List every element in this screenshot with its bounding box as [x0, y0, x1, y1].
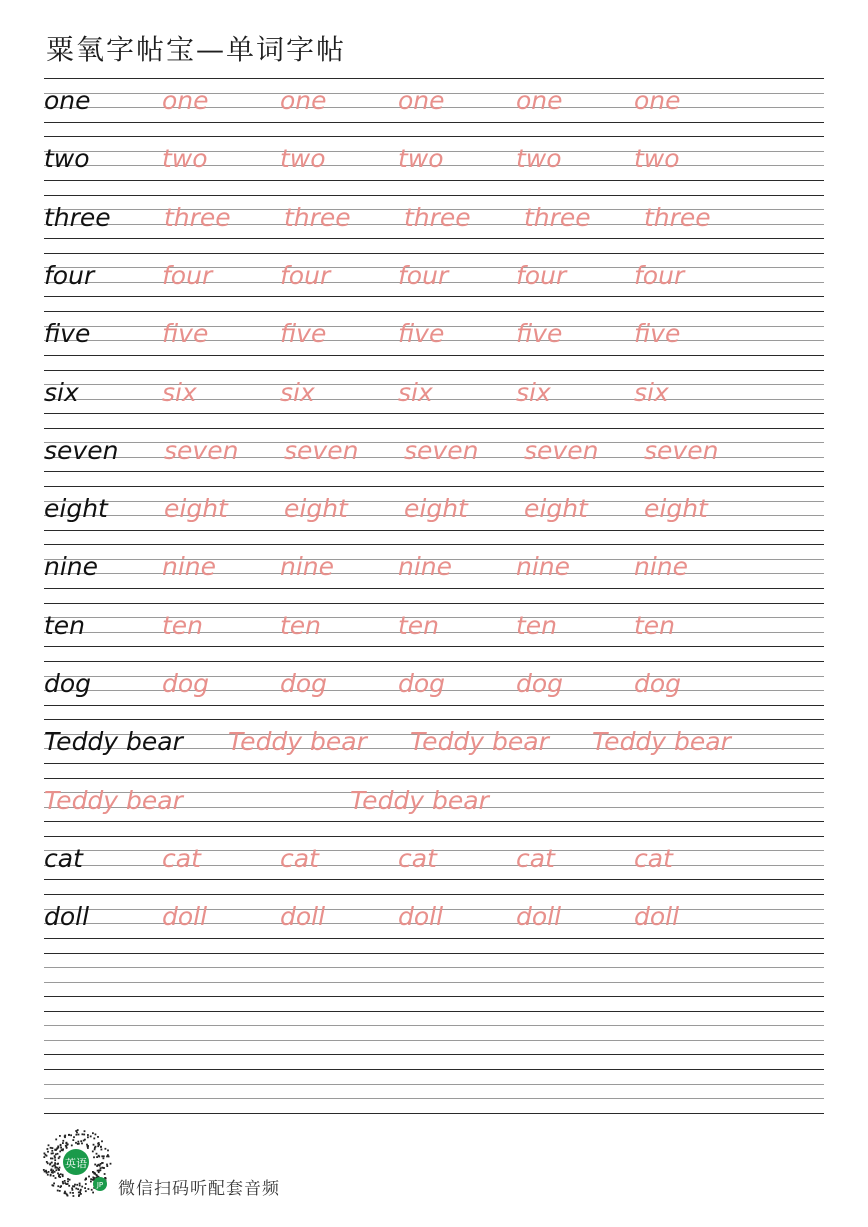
qr-module	[97, 1170, 99, 1172]
trace-word: five	[162, 319, 209, 349]
qr-module	[92, 1151, 94, 1153]
qr-center-label: 英语	[65, 1157, 87, 1170]
trace-word: cat	[162, 843, 201, 873]
ruled-line	[44, 1069, 824, 1070]
qr-module	[108, 1156, 110, 1158]
qr-module	[82, 1133, 84, 1135]
ruled-line	[44, 544, 824, 545]
trace-word: nine	[280, 552, 335, 582]
ruled-line	[44, 311, 824, 312]
qr-module	[78, 1143, 80, 1145]
ruled-line	[44, 136, 824, 137]
model-word: ten	[44, 610, 86, 640]
qr-module	[54, 1159, 56, 1161]
qr-module	[50, 1163, 52, 1165]
model-word: three	[44, 202, 111, 232]
ruled-line	[44, 719, 824, 720]
trace-word: four	[398, 260, 449, 290]
qr-module	[98, 1169, 100, 1171]
qr-module	[59, 1167, 61, 1169]
trace-word: cat	[516, 843, 555, 873]
model-word: seven	[44, 435, 119, 465]
qr-module	[81, 1186, 83, 1188]
qr-module	[54, 1149, 56, 1151]
qr-module	[80, 1189, 82, 1191]
qr-module	[73, 1195, 75, 1197]
model-word: dog	[44, 669, 92, 698]
qr-module	[57, 1163, 59, 1165]
trace-word: eight	[644, 494, 708, 524]
qr-module	[62, 1142, 64, 1144]
ruled-line	[44, 428, 824, 429]
trace-word: four	[280, 260, 331, 290]
trace-word: eight	[284, 494, 348, 524]
trace-word: seven	[404, 435, 479, 465]
qr-module	[106, 1164, 108, 1166]
ruled-line	[44, 661, 824, 662]
qr-module	[76, 1134, 78, 1136]
trace-word: Teddy bear	[410, 727, 549, 757]
trace-word: nine	[516, 552, 571, 582]
trace-word: cat	[280, 843, 319, 873]
qr-module	[97, 1164, 99, 1166]
qr-module	[92, 1179, 94, 1181]
trace-word: eight	[404, 494, 468, 524]
qr-module	[54, 1171, 56, 1173]
qr-module	[53, 1175, 55, 1177]
qr-module	[56, 1169, 58, 1171]
trace-word: dog	[398, 669, 446, 698]
trace-word: nine	[398, 552, 453, 582]
qr-module	[98, 1171, 100, 1173]
ruled-line	[44, 763, 824, 764]
qr-module	[90, 1181, 92, 1183]
qr-module	[93, 1156, 95, 1158]
qr-module	[77, 1141, 79, 1143]
ruled-line	[44, 982, 824, 983]
trace-word: doll	[162, 902, 208, 932]
qr-module	[48, 1171, 50, 1173]
qr-module	[52, 1165, 54, 1167]
ruled-line	[44, 413, 824, 414]
ruled-line	[44, 471, 824, 472]
qr-module	[74, 1184, 76, 1186]
qr-module	[60, 1147, 62, 1149]
ruled-line	[44, 1113, 824, 1114]
model-word: six	[44, 377, 79, 407]
qr-module	[68, 1134, 70, 1136]
qr-module	[86, 1144, 88, 1146]
model-word: Teddy bear	[44, 727, 183, 757]
ruled-line	[44, 588, 824, 589]
trace-word: one	[516, 86, 563, 115]
ruled-line	[44, 894, 824, 895]
qr-module	[51, 1171, 53, 1173]
qr-module	[94, 1149, 96, 1151]
qr-module	[60, 1186, 62, 1188]
qr-module	[94, 1172, 96, 1174]
ruled-line	[44, 646, 824, 647]
qr-module	[87, 1146, 89, 1148]
trace-word: cat	[634, 843, 673, 873]
qr-module	[88, 1188, 90, 1190]
ruled-line	[44, 122, 824, 123]
qr-module	[94, 1177, 96, 1179]
qr-module	[48, 1144, 50, 1146]
qr-module	[69, 1179, 71, 1181]
qr-module	[56, 1167, 58, 1169]
qr-module	[57, 1190, 59, 1192]
qr-module	[75, 1142, 77, 1144]
qr-module	[103, 1167, 105, 1169]
trace-word: seven	[524, 435, 599, 465]
trace-word: dog	[634, 669, 682, 698]
qr-module	[87, 1136, 89, 1138]
ruled-line	[44, 486, 824, 487]
qr-module	[55, 1167, 57, 1169]
ruled-line	[44, 180, 824, 181]
qr-module	[53, 1165, 55, 1167]
trace-word: five	[634, 319, 681, 349]
qr-module	[67, 1178, 69, 1180]
model-word: eight	[44, 494, 108, 524]
qr-module	[84, 1130, 86, 1132]
ruled-line	[44, 996, 824, 997]
qr-module	[47, 1151, 49, 1153]
trace-word: ten	[634, 610, 676, 640]
qr-module	[55, 1153, 57, 1155]
qr-module	[62, 1183, 64, 1185]
qr-module	[93, 1144, 95, 1146]
qr-module	[83, 1134, 85, 1136]
ruled-line	[44, 530, 824, 531]
qr-module	[55, 1177, 57, 1179]
ruled-line	[44, 253, 824, 254]
qr-module	[103, 1155, 105, 1157]
qr-module	[55, 1139, 57, 1141]
qr-module	[50, 1175, 52, 1177]
ruled-line	[44, 370, 824, 371]
qr-module	[60, 1144, 62, 1146]
qr-module	[100, 1167, 102, 1169]
ruled-line	[44, 1011, 824, 1012]
qr-module	[59, 1190, 61, 1192]
qr-module	[67, 1143, 69, 1145]
qr-badge: JP	[96, 1181, 104, 1189]
page-title: 粟氧字帖宝—单词字帖	[46, 33, 347, 66]
ruled-line	[44, 384, 824, 385]
trace-word: two	[162, 144, 208, 174]
qr-module	[80, 1140, 82, 1142]
trace-word: one	[162, 86, 209, 115]
trace-word: doll	[634, 902, 680, 932]
qr-module	[106, 1165, 108, 1167]
qr-module	[67, 1195, 69, 1197]
qr-module	[76, 1184, 78, 1186]
qr-module	[58, 1169, 60, 1171]
qr-module	[77, 1188, 79, 1190]
qr-module	[88, 1176, 90, 1178]
qr-module	[72, 1192, 74, 1194]
qr-module	[64, 1192, 66, 1194]
ruled-line	[44, 1084, 824, 1085]
ruled-line	[44, 1025, 824, 1026]
qr-module	[104, 1173, 106, 1175]
qr-module	[57, 1153, 59, 1155]
qr-module	[65, 1145, 67, 1147]
qr-module	[68, 1185, 70, 1187]
model-word: four	[44, 260, 95, 290]
ruled-line	[44, 705, 824, 706]
ruled-line	[44, 836, 824, 837]
ruled-line	[44, 195, 824, 196]
trace-word: four	[516, 260, 567, 290]
qr-module	[106, 1156, 108, 1158]
qr-module	[75, 1130, 77, 1132]
model-word: two	[44, 144, 90, 174]
qr-module	[62, 1140, 64, 1142]
qr-module	[72, 1189, 74, 1191]
qr-module	[95, 1134, 97, 1136]
qr-module	[60, 1173, 62, 1175]
qr-module	[72, 1185, 74, 1187]
footer	[42, 1128, 462, 1198]
qr-module	[104, 1177, 106, 1179]
qr-module	[97, 1143, 99, 1145]
trace-word: five	[516, 319, 563, 349]
model-word: one	[44, 86, 91, 115]
trace-word: cat	[398, 843, 437, 873]
qr-module	[52, 1147, 54, 1149]
qr-module	[101, 1149, 103, 1151]
trace-word: Teddy bear	[350, 785, 489, 815]
ruled-line	[44, 879, 824, 880]
trace-word: two	[634, 144, 680, 174]
qr-module	[54, 1162, 56, 1164]
qr-module	[79, 1185, 81, 1187]
trace-word: two	[516, 144, 562, 174]
trace-word: three	[164, 202, 231, 232]
qr-module	[75, 1188, 77, 1190]
qr-module	[81, 1143, 83, 1145]
trace-word: five	[280, 319, 327, 349]
ruled-line	[44, 821, 824, 822]
ruled-line	[44, 778, 824, 779]
qr-module	[67, 1183, 69, 1185]
qr-module	[50, 1158, 52, 1160]
qr-module	[85, 1190, 87, 1192]
qr-module	[43, 1156, 45, 1158]
trace-word: nine	[162, 552, 217, 582]
qr-module	[62, 1181, 64, 1183]
trace-word: dog	[162, 669, 210, 698]
qr-module	[64, 1135, 66, 1137]
qr-module	[59, 1176, 61, 1178]
trace-word: ten	[162, 610, 204, 640]
qr-module	[78, 1192, 80, 1194]
qr-module	[93, 1138, 95, 1140]
qr-module	[45, 1170, 47, 1172]
trace-word: two	[280, 144, 326, 174]
qr-module	[53, 1183, 55, 1185]
qr-module	[78, 1134, 80, 1136]
ruled-line	[44, 1054, 824, 1055]
trace-word: six	[280, 377, 315, 407]
qr-module	[73, 1136, 75, 1138]
qr-module	[91, 1189, 93, 1191]
qr-module	[46, 1161, 48, 1163]
qr-module	[94, 1164, 96, 1166]
trace-word: nine	[634, 552, 689, 582]
qr-module	[64, 1180, 66, 1182]
trace-word: three	[644, 202, 711, 232]
trace-word: six	[398, 377, 433, 407]
qr-module	[107, 1150, 109, 1152]
model-word: nine	[44, 552, 99, 582]
trace-word: doll	[398, 902, 444, 932]
qr-module	[103, 1157, 105, 1159]
qr-module	[62, 1175, 64, 1177]
qr-module	[57, 1173, 59, 1175]
qr-module	[54, 1157, 56, 1159]
ruled-line	[44, 967, 824, 968]
qr-module	[100, 1146, 102, 1148]
trace-word: ten	[280, 610, 322, 640]
trace-word: one	[398, 86, 445, 115]
qr-module	[98, 1155, 100, 1157]
trace-word: seven	[284, 435, 359, 465]
trace-word: eight	[524, 494, 588, 524]
trace-word: seven	[644, 435, 719, 465]
ruled-line	[44, 399, 824, 400]
qr-module	[61, 1149, 63, 1151]
trace-word: two	[398, 144, 444, 174]
qr-module	[52, 1185, 54, 1187]
trace-word: one	[280, 86, 327, 115]
qr-module	[51, 1169, 53, 1171]
trace-word: seven	[164, 435, 239, 465]
trace-word: eight	[164, 494, 228, 524]
trace-word: six	[162, 377, 197, 407]
qr-module	[84, 1187, 86, 1189]
trace-word: Teddy bear	[44, 785, 183, 815]
qr-module	[110, 1163, 112, 1165]
qr-module	[105, 1148, 107, 1150]
ruled-line	[44, 938, 824, 939]
qr-module	[46, 1172, 48, 1174]
qr-module	[58, 1157, 60, 1159]
qr-module	[43, 1169, 45, 1171]
qr-module	[101, 1140, 103, 1142]
ruled-line	[44, 1040, 824, 1041]
qr-code-icon[interactable]	[42, 1128, 112, 1198]
qr-module	[47, 1148, 49, 1150]
ruled-line	[44, 355, 824, 356]
qr-module	[44, 1153, 46, 1155]
ruled-line	[44, 603, 824, 604]
trace-word: one	[634, 86, 681, 115]
trace-word: doll	[280, 902, 326, 932]
qr-module	[78, 1195, 80, 1197]
trace-word: dog	[516, 669, 564, 698]
qr-module	[70, 1192, 72, 1194]
trace-word: ten	[516, 610, 558, 640]
trace-word: three	[524, 202, 591, 232]
ruled-line	[44, 296, 824, 297]
trace-word: Teddy bear	[592, 727, 731, 757]
qr-module	[64, 1191, 66, 1193]
qr-module	[64, 1182, 66, 1184]
qr-module	[87, 1134, 89, 1136]
qr-module	[71, 1145, 73, 1147]
qr-module	[66, 1147, 68, 1149]
qr-module	[90, 1136, 92, 1138]
trace-word: three	[404, 202, 471, 232]
qr-module	[67, 1181, 69, 1183]
qr-module	[51, 1153, 53, 1155]
qr-module	[66, 1142, 68, 1144]
qr-module	[92, 1192, 94, 1194]
qr-module	[90, 1178, 92, 1180]
qr-module	[97, 1136, 99, 1138]
model-word: five	[44, 319, 91, 349]
qr-module	[51, 1150, 53, 1152]
trace-word: four	[634, 260, 685, 290]
qr-module	[71, 1187, 73, 1189]
trace-word: six	[516, 377, 551, 407]
ruled-line	[44, 78, 824, 79]
model-word: cat	[44, 843, 83, 873]
model-word: doll	[44, 902, 90, 932]
trace-word: dog	[280, 669, 328, 698]
ruled-line	[44, 1098, 824, 1099]
qr-module	[50, 1147, 52, 1149]
trace-word: six	[634, 377, 669, 407]
qr-module	[85, 1183, 87, 1185]
qr-module	[57, 1146, 59, 1148]
trace-word: four	[162, 260, 213, 290]
qr-module	[72, 1139, 74, 1141]
qr-module	[47, 1174, 49, 1176]
qr-module	[101, 1162, 103, 1164]
trace-word: three	[284, 202, 351, 232]
trace-word: ten	[398, 610, 440, 640]
qr-module	[70, 1134, 72, 1136]
qr-module	[52, 1158, 54, 1160]
qr-module	[94, 1147, 96, 1149]
qr-module	[79, 1183, 81, 1185]
ruled-line	[44, 953, 824, 954]
qr-module	[83, 1140, 85, 1142]
trace-word: five	[398, 319, 445, 349]
qr-module	[57, 1185, 59, 1187]
qr-module	[54, 1155, 56, 1157]
qr-module	[92, 1132, 94, 1134]
trace-word: doll	[516, 902, 562, 932]
ruled-line	[44, 238, 824, 239]
qr-module	[96, 1153, 98, 1155]
trace-word: Teddy bear	[228, 727, 367, 757]
qr-module	[59, 1135, 61, 1137]
qr-module	[85, 1178, 87, 1180]
footer-caption: 微信扫码听配套音频	[118, 1179, 280, 1199]
